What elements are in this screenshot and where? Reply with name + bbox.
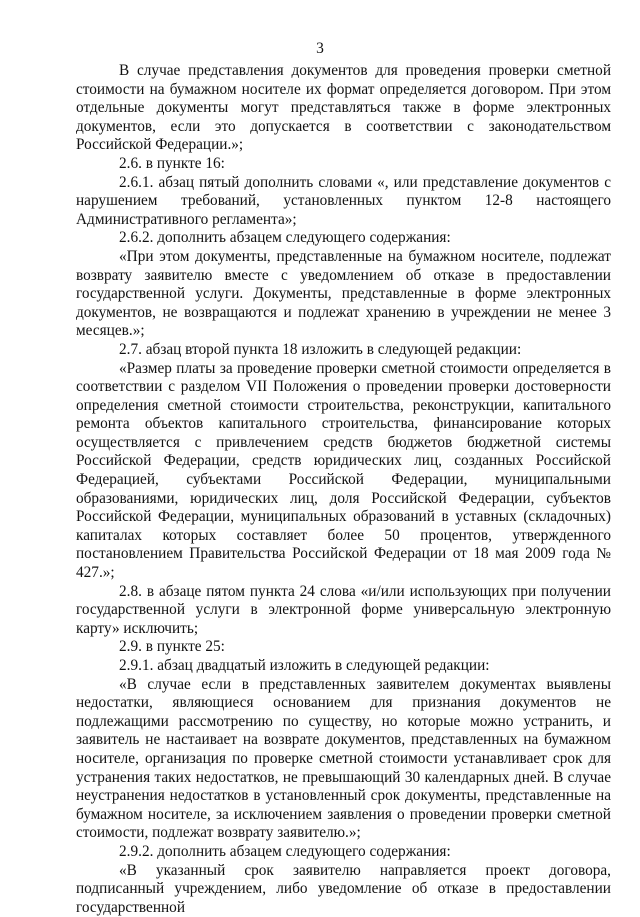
page-number: 3 xyxy=(316,40,324,57)
paragraph-contract-draft: «В указанный срок заявителю направляется проект договора, подписанный учреждением, либо уведомление об отказе в предоставлении государственной xyxy=(76,861,611,916)
paragraph-estimate-documents-format: В случае представления документов для проведения проверки сметной стоимости на бумажном носителе их формат определяется договором. При этом отдельные документы могут представляться также в форме электронных документов, если это допускается в соответствии с законодательством Российской Федерации.»; xyxy=(76,62,611,154)
paragraph-2-6-heading: 2.6. в пункте 16: xyxy=(119,154,225,172)
paragraph-2-6-1: 2.6.1. абзац пятый дополнить словами «, или представление документов с нарушением требований, установленных пунктом 12-8 настоящего Административного регламента»; xyxy=(76,173,611,228)
paragraph-2-9-2: 2.9.2. дополнить абзацем следующего содержания: xyxy=(119,842,451,860)
paragraph-2-8: 2.8. в абзаце пятом пункта 24 слова «и/или использующих при получении государственной услуги в электронной форме универсальную электронную карту» исключить; xyxy=(76,582,611,637)
paragraph-documents-return: «При этом документы, представленные на бумажном носителе, подлежат возврату заявителю вместе с уведомлением об отказе в предоставлении государственной услуги. Документы, представленные в форме электронных документов, не возвращаются и подлежат хранению в учреждении не менее 3 месяцев.»; xyxy=(76,247,611,340)
paragraph-2-6-2: 2.6.2. дополнить абзацем следующего содержания: xyxy=(119,229,451,247)
paragraph-fee-amount: «Размер платы за проведение проверки сметной стоимости определяется в соответствии с разделом VII Положения о проведении проверки достоверности определения сметной стоимости строительства, реконструкции, капитального ремонта объектов капитального строительства, финансирование которых осуществляется с привлечением средств бюджетов бюджетной системы Российской Федерации, средств юридических лиц, созданных Российской Федерацией, субъектами Российской Федерации, муниципальными образованиями, юридических лиц, доля Российской Федерации, субъектов Российской Федерации, муниципальных образований в уставных (складочных) капиталах которых составляет более 50 процентов, утвержденного постановлением Правительства Российской Федерации от 18 мая 2009 года № 427.»; xyxy=(76,359,611,582)
paragraph-2-9-1: 2.9.1. абзац двадцатый изложить в следующей редакции: xyxy=(119,657,490,674)
paragraph-deficiencies: «В случае если в представленных заявителем документах выявлены недостатки, являющиеся основанием для признания документов не подлежащими рассмотрению по существу, но которые можно устранить, и заявитель не настаивает на возврате документов, представленных на бумажном носителе, организация по проверке сметной стоимости устанавливает срок для устранения таких недостатков, не превышающий 30 календарных дней. В случае неустранения недостатков в установленный срок документы, представленные на бумажном носителе, за исключением заявления о проведении проверки сметной стоимости, подлежат возврату заявителю.»; xyxy=(76,675,611,842)
paragraph-2-7: 2.7. абзац второй пункта 18 изложить в следующей редакции: xyxy=(119,340,522,358)
paragraph-2-9-heading: 2.9. в пункте 25: xyxy=(119,638,225,656)
document-body xyxy=(76,62,611,917)
